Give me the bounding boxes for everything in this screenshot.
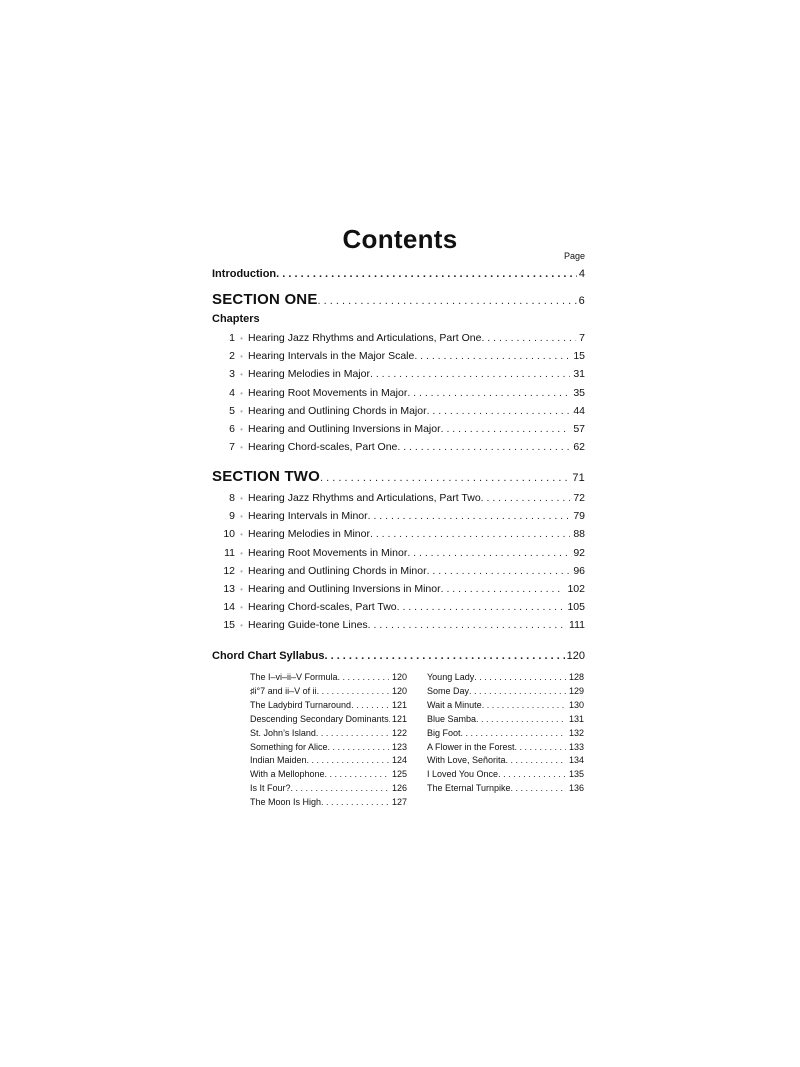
chapter-page: 15 <box>573 350 585 363</box>
dot-leader <box>476 714 566 724</box>
dot-leader <box>397 441 570 453</box>
syllabus-entry[interactable] <box>427 742 584 752</box>
dot-leader <box>324 650 564 662</box>
syllabus-entry[interactable] <box>427 714 584 724</box>
toc-entry-section-two[interactable] <box>212 468 585 485</box>
syllabus-title: With a Mellophone <box>250 769 325 780</box>
syllabus-title: Young Lady <box>427 672 475 682</box>
syllabus-entry[interactable] <box>250 797 407 807</box>
dot-leader <box>481 492 571 504</box>
chapter-title: Hearing Intervals in the Major Scale <box>248 350 415 363</box>
syllabus-title: The I–vi–ii–V Formula <box>250 672 338 682</box>
chapter-title: Hearing Melodies in Major <box>248 368 370 381</box>
dot-leader <box>414 350 570 362</box>
syllabus-title: The Ladybird Turnaround <box>250 699 352 710</box>
dot-leader <box>515 742 566 752</box>
dot-leader <box>474 672 566 682</box>
syllabus-page: 126 <box>391 783 407 794</box>
dot-leader <box>506 755 566 765</box>
dot-leader <box>481 332 576 344</box>
bullet-icon: • <box>240 548 243 558</box>
dot-leader <box>397 601 565 613</box>
bullet-icon: • <box>240 603 243 613</box>
syllabus-title: St. John’s Island <box>250 727 316 738</box>
chapter-number: 9 <box>229 510 235 523</box>
syllabus-page: 125 <box>391 769 407 780</box>
syllabus-page: 122 <box>391 727 407 738</box>
dot-leader <box>461 728 566 738</box>
chapter-page: 79 <box>573 510 585 523</box>
chapter-title: Hearing and Outlining Inversions in Major <box>248 423 441 435</box>
page-title: Contents <box>342 224 458 254</box>
chapter-entry[interactable] <box>212 510 585 522</box>
section-label: SECTION TWO <box>212 468 321 485</box>
chapter-entry[interactable] <box>212 350 585 362</box>
bullet-icon: • <box>240 388 243 398</box>
syllabus-entry[interactable] <box>250 700 407 710</box>
chapter-page: 72 <box>573 492 585 504</box>
syllabus-page: 136 <box>568 783 584 794</box>
bullet-icon: • <box>240 334 243 343</box>
syllabus-title: I Loved You Once <box>427 769 499 780</box>
chapter-entry[interactable] <box>212 528 585 540</box>
chapter-number: 13 <box>223 583 235 595</box>
dot-leader <box>328 742 389 752</box>
syllabus-page: 134 <box>568 755 584 766</box>
syllabus-page: 133 <box>568 741 584 752</box>
dot-leader <box>370 528 570 540</box>
chapter-number: 5 <box>229 404 235 417</box>
chapter-page: 7 <box>579 332 585 344</box>
chapter-number: 6 <box>229 423 235 435</box>
dot-leader <box>291 783 389 793</box>
chapter-entry[interactable] <box>212 368 585 380</box>
dot-leader <box>338 672 389 682</box>
syllabus-title: ♯i°7 and ii–V of ii <box>250 685 317 696</box>
syllabus-page: 121 <box>391 699 407 710</box>
syllabus-title: Indian Maiden <box>250 755 307 766</box>
chapter-title: Hearing Jazz Rhythms and Articulations, Part Two <box>248 492 481 504</box>
chapter-number: 7 <box>229 441 235 454</box>
dot-leader <box>370 368 570 380</box>
bullet-icon: • <box>240 585 243 594</box>
syllabus-page: 123 <box>391 741 407 752</box>
chapter-page: 62 <box>573 441 585 454</box>
chapter-entry[interactable] <box>212 583 585 595</box>
syllabus-title: Descending Secondary Dominants <box>250 713 389 724</box>
chapter-number: 12 <box>223 564 235 577</box>
dot-leader <box>318 295 577 307</box>
dot-leader <box>307 755 389 765</box>
dot-leader <box>469 686 566 696</box>
chapter-number: 2 <box>229 350 235 363</box>
bullet-icon: • <box>240 512 243 522</box>
syllabus-page: 120 <box>391 672 407 682</box>
chapter-title: Hearing Melodies in Minor <box>248 528 370 541</box>
dot-leader <box>427 565 571 577</box>
dot-leader <box>351 700 389 710</box>
dot-leader <box>368 510 571 522</box>
syllabus-page: 131 <box>568 713 584 724</box>
syllabus-title: The Eternal Turnpike <box>427 783 511 794</box>
bullet-icon: • <box>240 352 243 362</box>
dot-leader <box>407 387 570 399</box>
syllabus-entry[interactable] <box>250 686 407 696</box>
syllabus-title: A Flower in the Forest <box>427 741 515 752</box>
toc-entry-chord-chart-syllabus[interactable] <box>212 650 585 662</box>
chapter-entry[interactable] <box>212 601 585 613</box>
dot-leader <box>407 547 570 559</box>
syllabus-title: The Moon Is High <box>250 797 322 808</box>
section-page: 6 <box>578 295 585 307</box>
toc-entry-introduction[interactable] <box>212 268 585 280</box>
chapter-entry[interactable] <box>212 492 585 504</box>
chapter-entry[interactable] <box>212 423 585 435</box>
syllabus-title: Something for Alice <box>250 741 328 752</box>
chapter-page: 105 <box>567 601 585 614</box>
entry-page: 120 <box>566 650 585 662</box>
chapter-entry[interactable] <box>212 332 585 344</box>
page-column-header: Page <box>563 251 585 261</box>
syllabus-page: 129 <box>568 685 584 696</box>
chapter-number: 10 <box>223 528 235 541</box>
syllabus-title: Some Day <box>427 685 470 696</box>
chapter-page: 96 <box>573 564 585 577</box>
chapter-title: Hearing Root Movements in Minor <box>248 546 408 559</box>
chapter-title: Hearing and Outlining Inversions in Minor <box>248 583 441 595</box>
syllabus-entry[interactable] <box>427 728 584 738</box>
entry-label: Introduction <box>212 268 277 280</box>
toc-entry-section-one[interactable] <box>212 291 585 308</box>
bullet-icon: • <box>240 425 243 434</box>
chapter-title: Hearing Root Movements in Major <box>248 386 408 399</box>
dot-leader <box>325 769 389 779</box>
chapter-page: 92 <box>573 546 585 559</box>
syllabus-entry[interactable] <box>250 742 407 752</box>
chapter-entry[interactable] <box>212 405 585 417</box>
syllabus-entry[interactable] <box>427 755 584 765</box>
chapter-number: 4 <box>229 386 235 399</box>
chapter-entry[interactable] <box>212 441 585 453</box>
bullet-icon: • <box>240 494 243 503</box>
bullet-icon: • <box>240 530 243 540</box>
syllabus-entry[interactable] <box>250 672 407 682</box>
syllabus-title: With Love, Señorita <box>427 755 506 766</box>
chapter-title: Hearing Chord-scales, Part One <box>248 441 398 454</box>
chapter-number: 14 <box>223 601 235 614</box>
chapter-title: Hearing and Outlining Chords in Major <box>248 404 427 417</box>
syllabus-title: Wait a Minute <box>427 699 482 710</box>
syllabus-entry[interactable] <box>427 783 584 793</box>
bullet-icon: • <box>240 443 243 453</box>
dot-leader <box>441 583 565 595</box>
dot-leader <box>498 769 566 779</box>
syllabus-entry[interactable] <box>427 672 584 682</box>
dot-leader <box>511 783 566 793</box>
chapter-title: Hearing Jazz Rhythms and Articulations, Part One <box>248 332 482 344</box>
entry-label: Chord Chart Syllabus <box>212 650 325 662</box>
syllabus-page: 127 <box>391 797 407 808</box>
chapter-number: 8 <box>229 492 235 504</box>
syllabus-entry[interactable] <box>427 769 584 779</box>
syllabus-page: 120 <box>391 685 407 696</box>
chapter-entry[interactable] <box>212 565 585 577</box>
chapter-title: Hearing Guide-tone Lines <box>248 619 368 632</box>
syllabus-page: 124 <box>391 755 407 766</box>
section-label: SECTION ONE <box>212 291 318 308</box>
chapter-page: 44 <box>573 404 585 417</box>
syllabus-page: 130 <box>568 699 584 710</box>
chapter-page: 31 <box>573 368 585 381</box>
chapter-number: 15 <box>223 619 235 632</box>
chapters-heading: Chapters <box>212 313 260 325</box>
syllabus-page: 135 <box>568 769 584 780</box>
chapter-entry[interactable] <box>212 387 585 399</box>
bullet-icon: • <box>240 406 243 416</box>
syllabus-page: 128 <box>568 672 584 682</box>
syllabus-entry[interactable] <box>427 700 584 710</box>
dot-leader <box>317 686 389 696</box>
chapter-entry[interactable] <box>212 547 585 559</box>
dot-leader <box>368 619 566 631</box>
dot-leader <box>441 423 571 435</box>
chapter-title: Hearing Intervals in Minor <box>248 510 368 523</box>
chapter-page: 102 <box>567 583 585 595</box>
chapter-page: 57 <box>573 423 585 435</box>
syllabus-title: Big Foot <box>427 727 461 738</box>
syllabus-page: 121 <box>391 713 407 724</box>
syllabus-entry[interactable] <box>250 714 407 724</box>
chapter-number: 11 <box>224 546 235 559</box>
chapter-page: 35 <box>573 386 585 399</box>
syllabus-entry[interactable] <box>250 783 407 793</box>
chapter-page: 111 <box>569 619 585 632</box>
chapter-entry[interactable] <box>212 619 585 631</box>
chapter-number: 3 <box>229 368 235 381</box>
bullet-icon: • <box>240 370 243 380</box>
chapter-number: 1 <box>229 332 235 344</box>
dot-leader <box>482 700 566 710</box>
syllabus-title: Blue Samba <box>427 713 477 724</box>
dot-leader <box>316 728 389 738</box>
bullet-icon: • <box>240 621 243 631</box>
chapter-title: Hearing and Outlining Chords in Minor <box>248 564 427 577</box>
dot-leader <box>320 472 570 484</box>
syllabus-entry[interactable] <box>250 769 407 779</box>
syllabus-entry[interactable] <box>250 728 407 738</box>
syllabus-entry[interactable] <box>250 755 407 765</box>
chapter-title: Hearing Chord-scales, Part Two <box>248 601 397 614</box>
dot-leader <box>276 268 577 280</box>
syllabus-page: 132 <box>568 727 584 738</box>
bullet-icon: • <box>240 566 243 576</box>
syllabus-entry[interactable] <box>427 686 584 696</box>
dot-leader <box>321 797 389 807</box>
section-page: 71 <box>572 472 585 484</box>
entry-page: 4 <box>578 268 585 280</box>
syllabus-title: Is It Four? <box>250 783 291 794</box>
dot-leader <box>427 405 571 417</box>
chapter-page: 88 <box>573 528 585 541</box>
